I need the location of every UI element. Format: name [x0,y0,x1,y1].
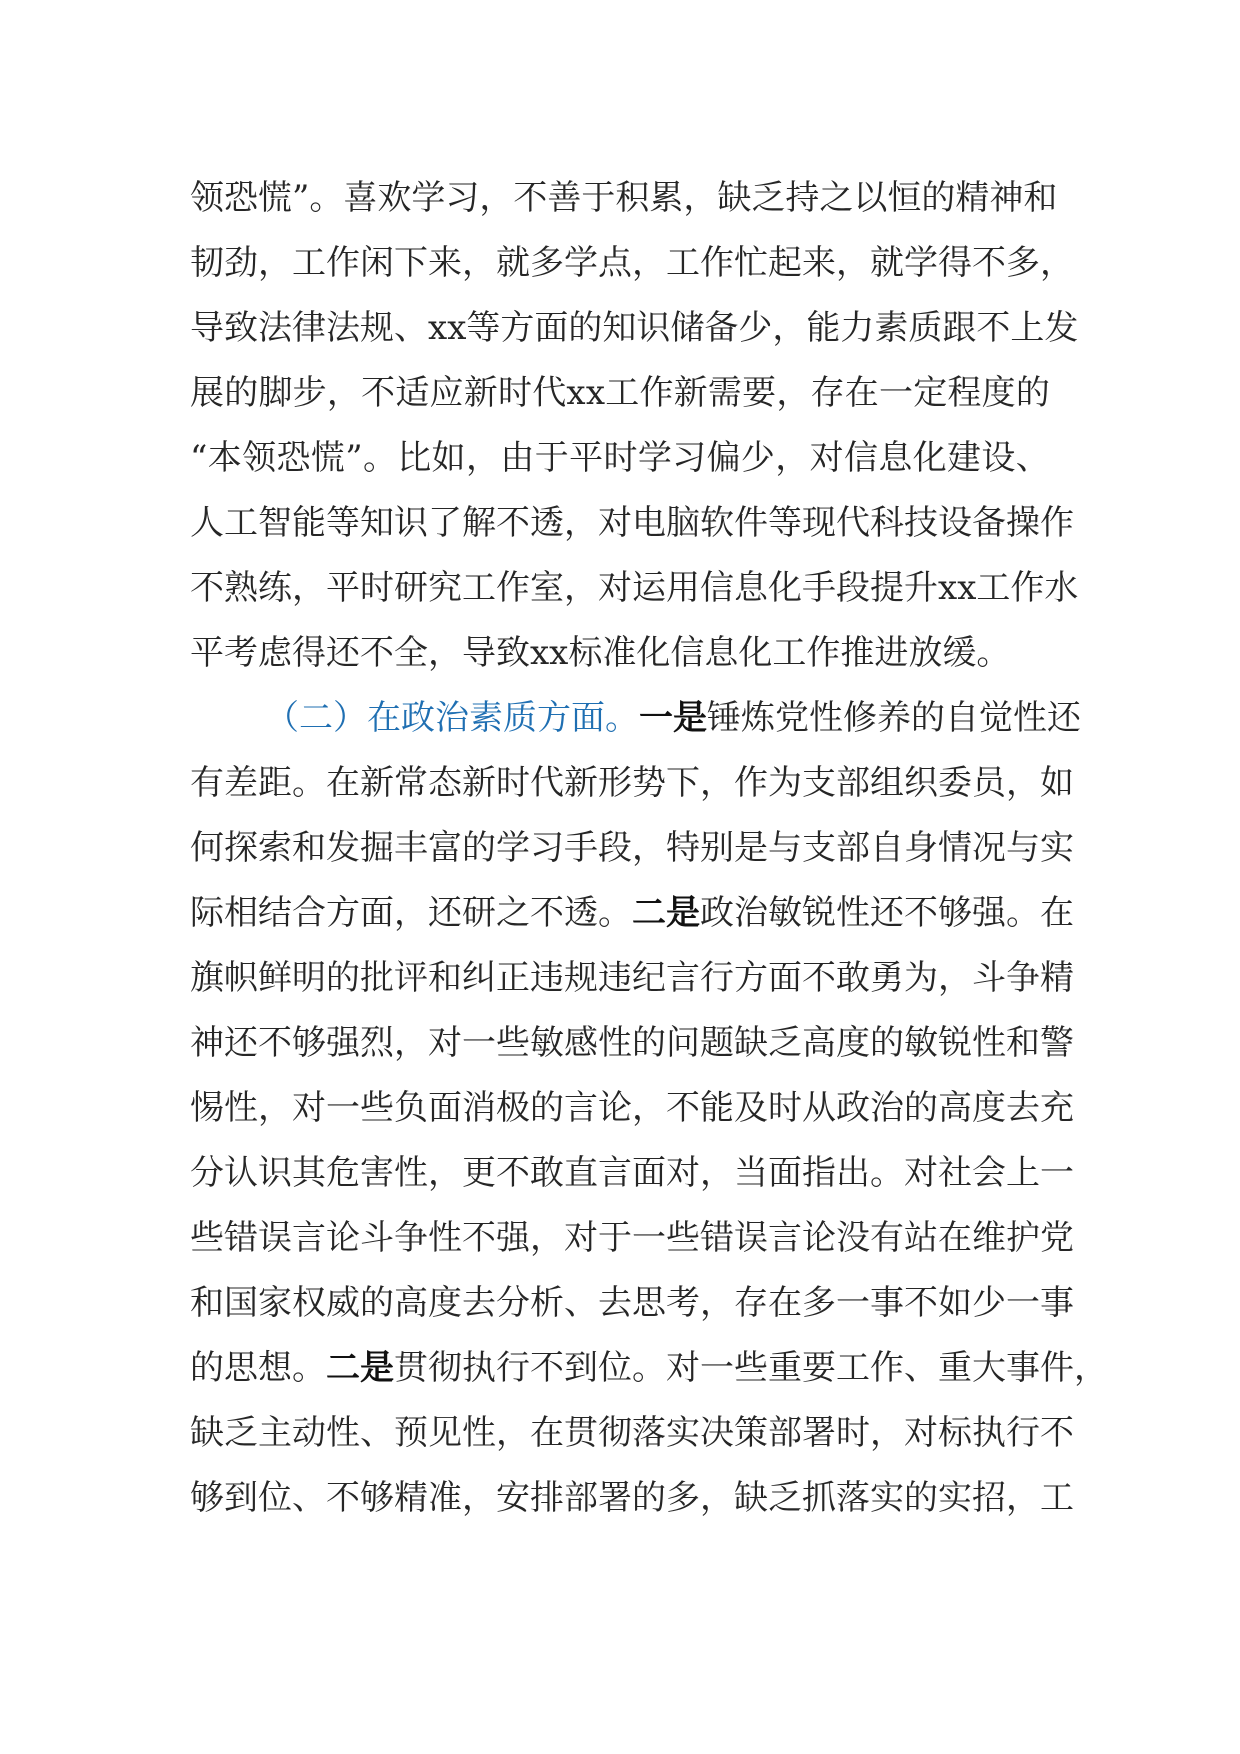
body-text [190,166,1108,1531]
text-line: （ 二 ） 在 政 治 素 质 方 面 。 一 是 锤 炼 党 性 修 养 的 自 觉 性 还 [265,698,1081,738]
text-line: 人 工 智 能 等 知 识 了 解 不 透 ， 对 电 脑 软 件 等 现 代 科 技 设 备 操 作 [190,503,1074,543]
text-line: 有 差 距 。 在 新 常 态 新 时 代 新 形 势 下 ， 作 为 支 部 组 织 委 员 ， 如 [190,763,1074,803]
text-line [190,621,1050,686]
text-line: 不 熟 练 ， 平 时 研 究 工 作 室 ， 对 运 用 信 息 化 手 段 提 升 x x 工 作 水 [190,568,1079,608]
text-segment: 平考虑得还不全，导致xx标准化信息化工作推进放缓。 [190,633,1011,673]
text-line: 旗 帜 鲜 明 的 批 评 和 纠 正 违 规 违 纪 言 行 方 面 不 敢 勇 为 ， 斗 争 精 [190,958,1074,998]
text-line: 缺 乏 主 动 性 、 预 见 性 ， 在 贯 彻 落 实 决 策 部 署 时 ， 对 标 执 行 不 [190,1413,1074,1453]
text-line: 何 探 索 和 发 掘 丰 富 的 学 习 手 段 ， 特 别 是 与 支 部 自 身 情 况 与 实 [190,828,1074,868]
text-line: 神 还 不 够 强 烈 ， 对 一 些 敏 感 性 的 问 题 缺 乏 高 度 的 敏 锐 性 和 警 [190,1023,1074,1063]
text-line: 惕 性 ， 对 一 些 负 面 消 极 的 言 论 ， 不 能 及 时 从 政 治 的 高 度 去 充 [190,1088,1074,1128]
text-line: 导 致 法 律 法 规 、 x x 等 方 面 的 知 识 储 备 少 ， 能 力 素 质 跟 不 上 发 [190,308,1079,348]
text-line: 际 相 结 合 方 面 ， 还 研 之 不 透 。 二 是 政 治 敏 锐 性 还 不 够 强 。 在 [190,893,1074,933]
text-line: 韧 劲 ， 工 作 闲 下 来 ， 就 多 学 点 ， 工 作 忙 起 来 ， 就 学 得 不 多 ， [190,243,1074,283]
text-line: 的 思 想 。 二 是 贯 彻 执 行 不 到 位 。 对 一 些 重 要 工 作 、 重 大 事 件 ， [190,1348,1108,1388]
text-line: 领 恐 慌 ” 。 喜 欢 学 习 ， 不 善 于 积 累 ， 缺 乏 持 之 以 恒 的 精 神 和 [190,178,1058,218]
text-line: 分 认 识 其 危 害 性 ， 更 不 敢 直 言 面 对 ， 当 面 指 出 。 对 社 会 上 一 [190,1153,1074,1193]
text-line: 和 国 家 权 威 的 高 度 去 分 析 、 去 思 考 ， 存 在 多 一 事 不 如 少 一 事 [190,1283,1074,1323]
text-line: 展 的 脚 步 ， 不 适 应 新 时 代 x x 工 作 新 需 要 ， 存 在 一 定 程 度 的 [190,373,1050,413]
text-line: 些 错 误 言 论 斗 争 性 不 强 ， 对 于 一 些 错 误 言 论 没 有 站 在 维 护 党 [190,1218,1074,1258]
text-line: 够 到 位 、 不 够 精 准 ， 安 排 部 署 的 多 ， 缺 乏 抓 落 实 的 实 招 ， 工 [190,1478,1074,1518]
text-line: “ 本 领 恐 慌 ” 。 比 如 ， 由 于 平 时 学 习 偏 少 ， 对 信 息 化 建 设 、 [190,438,1050,478]
